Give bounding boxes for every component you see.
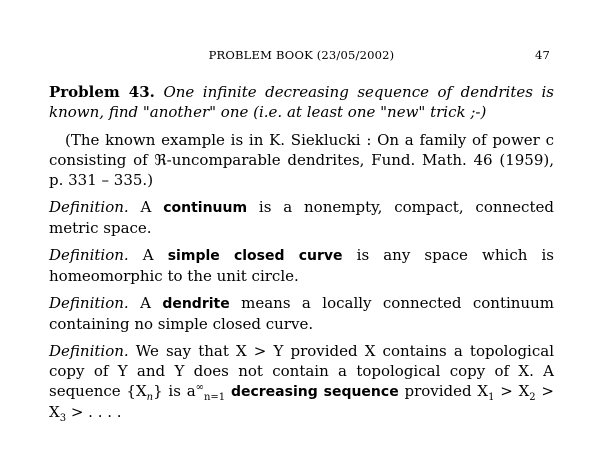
definition-term: decreasing sequence <box>230 384 399 400</box>
definition-text-4: > . . . . <box>66 403 122 421</box>
subscript-2: 2 <box>529 392 536 403</box>
document-page <box>49 40 554 422</box>
definition-term: simple closed curve <box>167 248 343 264</box>
subscript-3: 3 <box>59 413 67 424</box>
definition-label: Definition. <box>49 246 129 264</box>
definition-after: is any space which is homeomorphic to the unit circle. <box>49 246 554 285</box>
definition-text-2: } is a <box>153 382 196 400</box>
definition-label: Definition. <box>49 342 129 360</box>
subscript-range: n=1 <box>203 392 226 403</box>
definition-after: means a locally connected continuum containing no simple closed curve. <box>49 294 554 333</box>
definition-label: Definition. <box>49 294 129 312</box>
definition-term: dendrite <box>162 296 230 312</box>
header-title: PROBLEM BOOK (23/05/2002) <box>208 48 395 62</box>
problem-label: Problem 43. <box>49 83 155 101</box>
definition-before: A <box>140 198 152 216</box>
known-example-paragraph: (The known example is in K. Sieklucki : On a family of power c consisting of ℜ-uncomparable dendrites, Fund. Math. 46 (1959), p. 331 – 335.) <box>49 131 554 189</box>
definition-before: A <box>140 294 151 312</box>
problem-statement: One infinite decreasing sequence of dendrites is known, find "another" one (i.e. at least one "new" trick ;-) <box>49 83 554 121</box>
definition-decreasing-sequence <box>49 341 554 422</box>
definition-continuum <box>49 197 554 238</box>
definition-term: continuum <box>163 200 248 216</box>
running-header <box>49 40 554 62</box>
subscript-1: 1 <box>488 392 495 403</box>
definition-text-1: We say that X > Y provided X contains a topological copy of Y and Y does not contain a topological copy of X. A sequence {X <box>49 342 554 400</box>
definition-label: Definition. <box>49 198 129 216</box>
definition-simple-closed-curve <box>49 245 554 286</box>
definition-after: is a nonempty, compact, connected metric space. <box>49 198 554 237</box>
gt-1: > X <box>494 382 530 400</box>
definition-dendrite <box>49 293 554 334</box>
superscript-infinity: ∞ <box>195 382 204 393</box>
problem-paragraph <box>49 82 554 122</box>
subscript-n: n <box>146 392 154 403</box>
gt-2: > X <box>49 382 554 421</box>
definition-before: A <box>142 246 154 264</box>
page-number: 47 <box>534 48 550 62</box>
definition-text-3: provided X <box>404 382 489 400</box>
